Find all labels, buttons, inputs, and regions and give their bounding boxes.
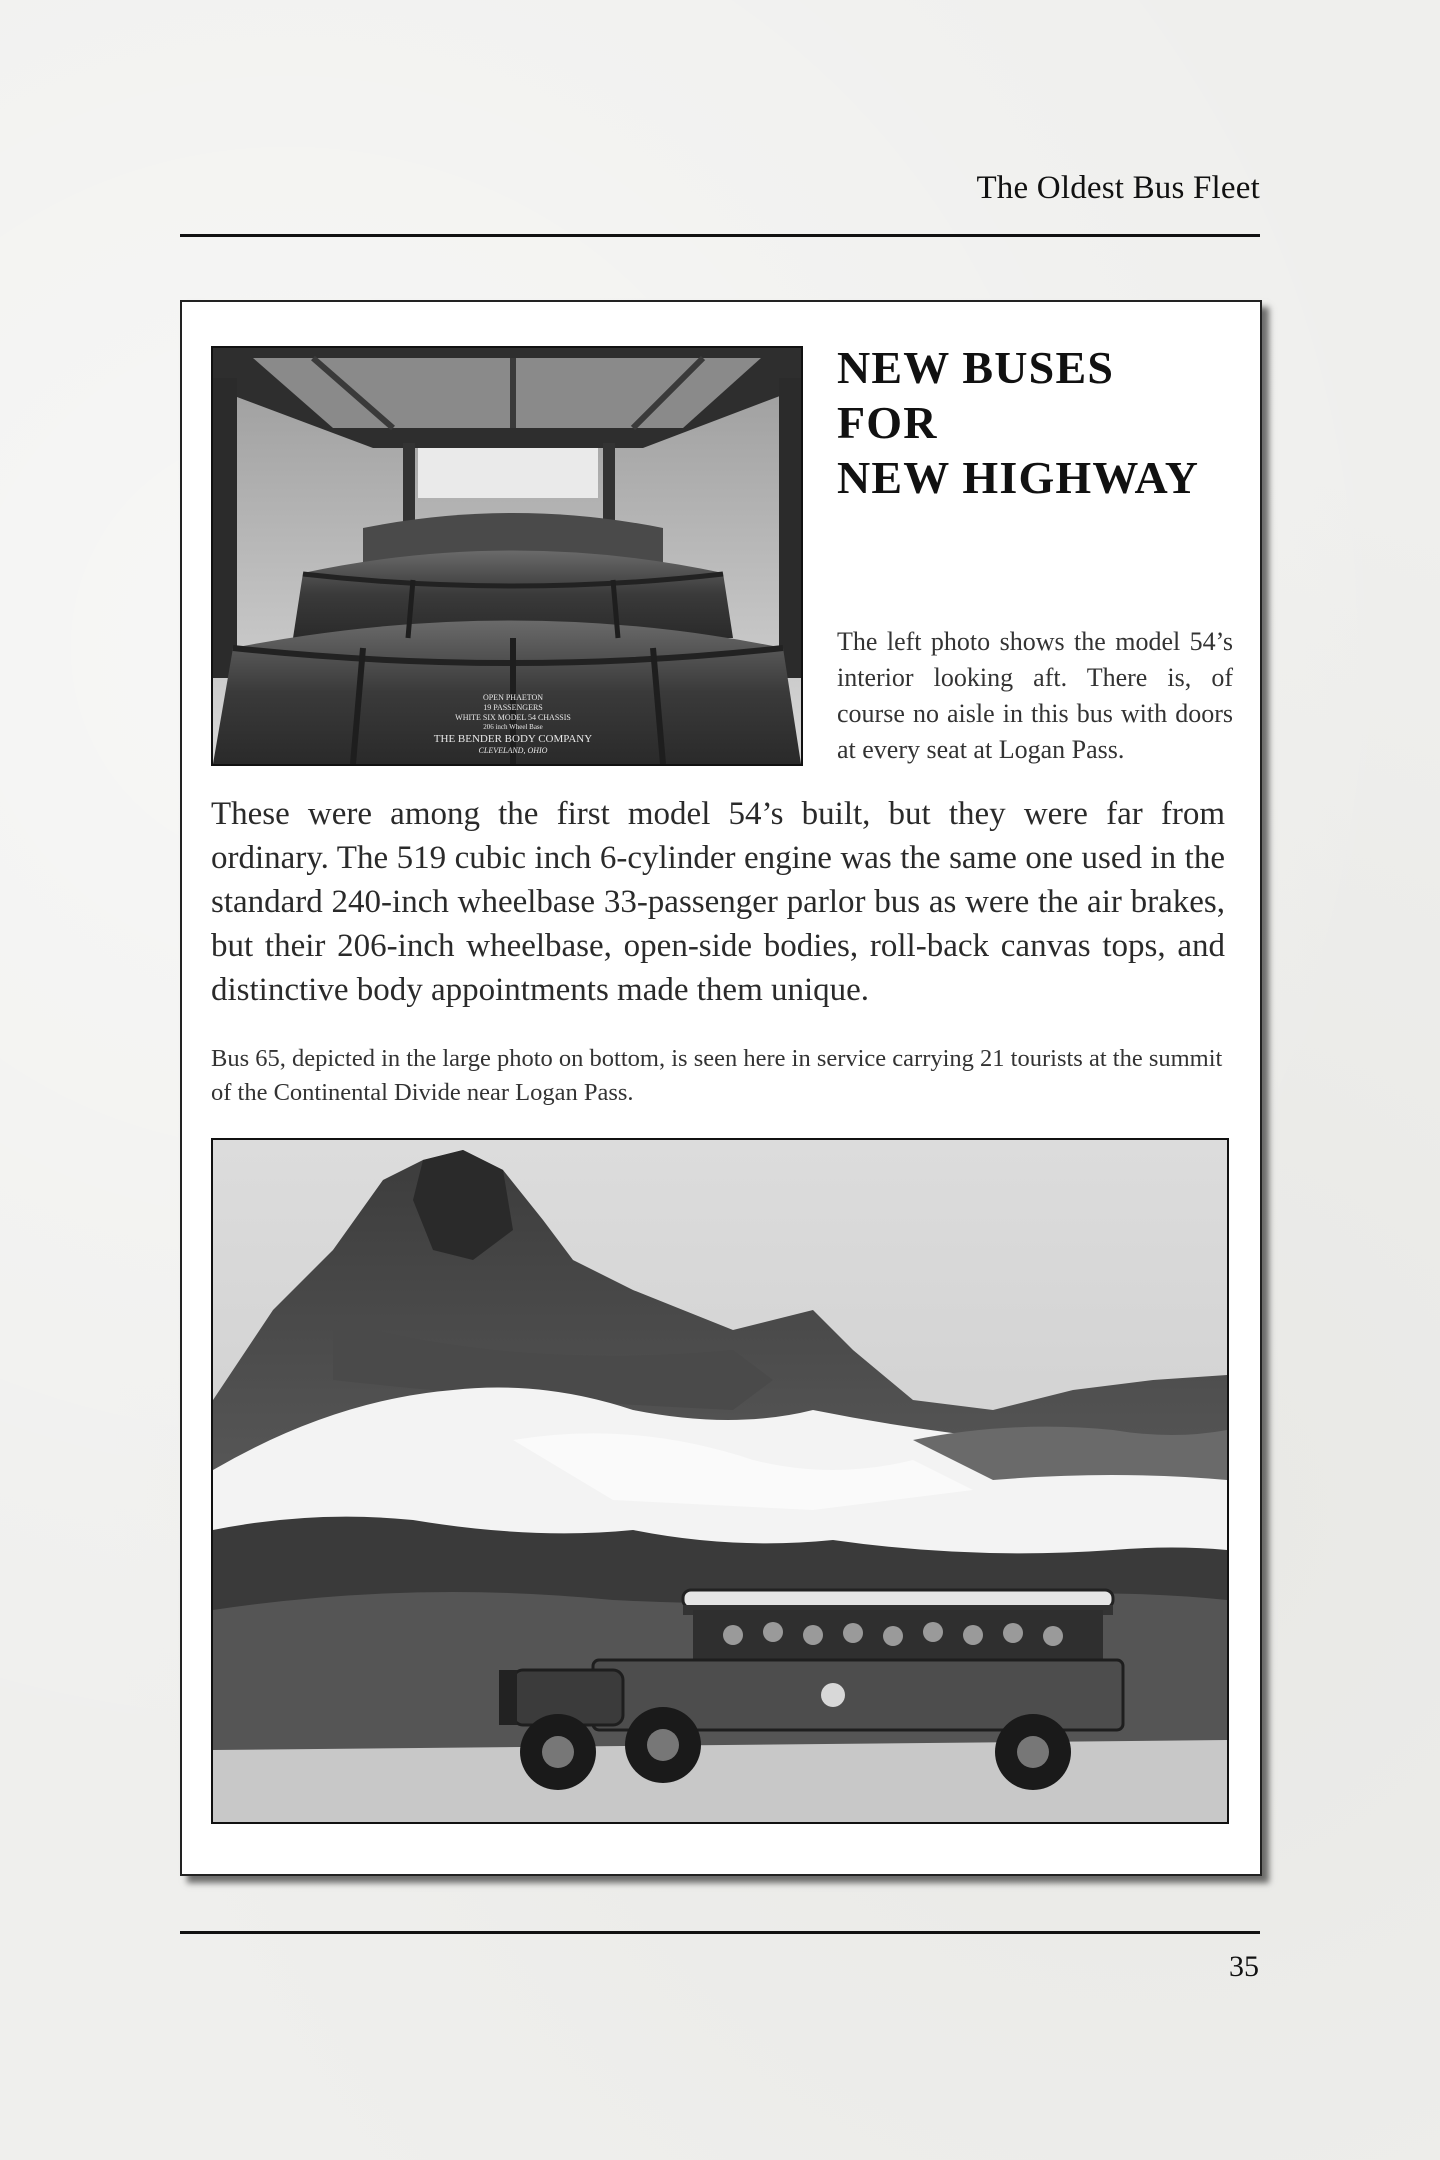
photo-note: Bus 65, depicted in the large photo on bottom, is seen here in service carrying 21 tourists at the summit of the Continental Divide near Logan Pass. — [211, 1045, 1223, 1106]
mountain-bus-image — [213, 1140, 1227, 1822]
svg-text:THE BENDER BODY COMPANY: THE BENDER BODY COMPANY — [433, 733, 593, 745]
svg-text:CLEVELAND, OHIO: CLEVELAND, OHIO — [478, 746, 548, 755]
bus-logan-pass-photo — [211, 1138, 1229, 1824]
svg-text:19 PASSENGERS: 19 PASSENGERS — [483, 703, 543, 712]
article-panel — [180, 300, 1262, 1876]
lead-paragraph: These were among the first model 54’s built, but they were far from ordinary. The 519 cubic inch 6-cylinder engine was the same one used in the standard 240-inch wheelbase 33-passenger parlor bus as were the air brakes, but their 206-inch wheelbase, open-side bodies, roll-back canvas tops, and distinctive body appointments made them unique. — [211, 796, 1225, 1008]
headline-line: FOR — [837, 397, 938, 448]
running-head: The Oldest Bus Fleet — [976, 170, 1260, 206]
svg-text:206 inch Wheel Base: 206 inch Wheel Base — [483, 723, 543, 731]
page-number: 35 — [1229, 1950, 1259, 1983]
photo-caption: The left photo shows the model 54’s interior looking aft. There is, of course no aisle in this bus with doors at every seat at Logan Pass. — [837, 627, 1233, 764]
svg-text:OPEN PHAETON: OPEN PHAETON — [482, 693, 544, 702]
svg-text:WHITE SIX MODEL 54 CHASSIS: WHITE SIX MODEL 54 CHASSIS — [455, 713, 571, 722]
headline-line: NEW BUSES — [837, 342, 1115, 393]
bus-interior-image — [213, 348, 801, 764]
footer-rule — [180, 1931, 1260, 1934]
article-headline — [837, 340, 1237, 505]
bus-interior-photo — [211, 346, 803, 766]
headline-line: NEW HIGHWAY — [837, 452, 1200, 503]
header-rule — [180, 234, 1260, 237]
